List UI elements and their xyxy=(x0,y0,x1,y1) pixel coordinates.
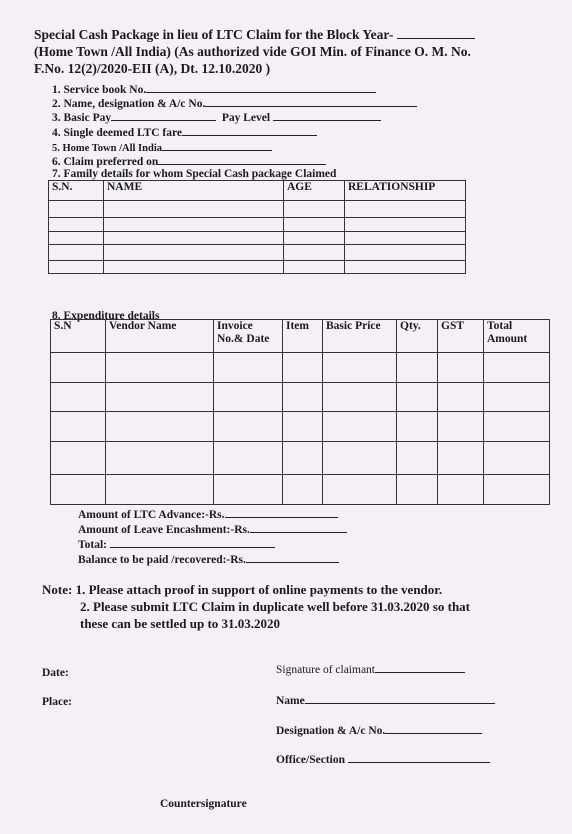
field-service-book xyxy=(52,83,376,96)
note-2: 2. Please submit LTC Claim in duplicate well before 31.03.2020 so that xyxy=(80,599,471,614)
date-label: Date: xyxy=(42,667,69,679)
place-label: Place: xyxy=(42,696,73,708)
field-name-designation xyxy=(52,97,417,110)
field-pay-level-label: Pay Level xyxy=(221,112,271,124)
field-leave-encashment xyxy=(78,523,347,536)
claimant-name-label: Name xyxy=(276,695,305,707)
balance-input[interactable] xyxy=(246,553,339,563)
designation-label: Designation & A/c No. xyxy=(276,725,386,737)
basic-pay-input[interactable] xyxy=(111,111,216,121)
title-line-3: F.No. 12(2)/2020-EII (A), Dt. 12.10.2020 ) xyxy=(34,61,271,76)
family-table-row[interactable] xyxy=(49,201,466,218)
field-signature xyxy=(276,663,465,676)
exp-col-vendor: Vendor Name xyxy=(106,320,214,353)
leave-encashment-input[interactable] xyxy=(250,523,347,533)
expenditure-heading: 8. Expenditure details xyxy=(52,310,160,322)
expenditure-table xyxy=(50,319,550,505)
ltc-fare-input[interactable] xyxy=(182,126,317,136)
home-town-input[interactable] xyxy=(162,141,272,151)
field-claimant-name xyxy=(276,694,495,707)
family-table-row[interactable] xyxy=(49,232,466,245)
field-ltc-fare xyxy=(52,126,317,139)
designation-input[interactable] xyxy=(385,724,482,734)
title-line-1: Special Cash Package in lieu of LTC Claim for the Block Year- xyxy=(34,27,394,42)
family-table xyxy=(48,180,466,274)
field-ltc-advance xyxy=(78,508,338,521)
expenditure-table-row[interactable] xyxy=(51,412,550,442)
title-line-2: (Home Town /All India) (As authorized vide GOI Min. of Finance O. M. No. xyxy=(34,44,471,59)
field-claim-preferred-label: 6. Claim preferred on xyxy=(52,156,159,168)
form-title xyxy=(34,26,554,77)
family-col-relationship: RELATIONSHIP xyxy=(345,181,466,201)
office-label: Office/Section xyxy=(276,754,345,766)
family-col-age: AGE xyxy=(284,181,345,201)
field-basic-pay-label: 3. Basic Pay xyxy=(52,112,112,124)
block-year-blank[interactable] xyxy=(397,27,475,39)
expenditure-table-row[interactable] xyxy=(51,383,550,412)
field-designation xyxy=(276,724,482,737)
field-family-details: 7. Family details for whom Special Cash package Claimed xyxy=(52,168,337,180)
field-service-book-label: 1. Service book No. xyxy=(52,84,147,96)
ltc-advance-input[interactable] xyxy=(225,508,338,518)
field-claim-preferred xyxy=(52,155,326,168)
office-input[interactable] xyxy=(348,753,490,763)
claimant-name-input[interactable] xyxy=(305,694,495,704)
field-ltc-fare-label: 4. Single deemed LTC fare xyxy=(52,127,183,139)
service-book-input[interactable] xyxy=(146,83,376,93)
field-total-label: Total: xyxy=(78,539,107,551)
field-office xyxy=(276,753,490,766)
exp-col-invoice: Invoice No.& Date xyxy=(214,320,283,353)
expenditure-table-row[interactable] xyxy=(51,442,550,475)
family-col-name: NAME xyxy=(104,181,284,201)
expenditure-table-header xyxy=(51,320,550,353)
exp-col-basic-price: Basic Price xyxy=(323,320,397,353)
countersignature-label: Countersignature xyxy=(160,798,247,810)
family-table-row[interactable] xyxy=(49,245,466,261)
note-1: Note: 1. Please attach proof in support of online payments to the vendor. xyxy=(42,582,443,597)
pay-level-input[interactable] xyxy=(273,111,381,121)
expenditure-table-row[interactable] xyxy=(51,353,550,383)
family-col-sn: S.N. xyxy=(49,181,104,201)
signature-input[interactable] xyxy=(375,663,465,673)
note-3: these can be settled up to 31.03.2020 xyxy=(80,616,281,631)
field-name-designation-label: 2. Name, designation & A/c No. xyxy=(52,98,206,110)
field-total xyxy=(78,538,275,551)
field-home-town xyxy=(52,141,272,155)
exp-col-item: Item xyxy=(283,320,323,353)
exp-col-qty: Qty. xyxy=(397,320,438,353)
family-table-row[interactable] xyxy=(49,218,466,232)
name-designation-input[interactable] xyxy=(205,97,417,107)
exp-col-gst: GST xyxy=(438,320,484,353)
field-ltc-advance-label: Amount of LTC Advance:-Rs. xyxy=(78,509,225,521)
signature-label: Signature of claimant xyxy=(276,664,375,676)
claim-preferred-input[interactable] xyxy=(158,155,326,165)
field-home-town-label: 5. Home Town /All India xyxy=(52,143,162,154)
exp-col-total: Total Amount xyxy=(484,320,550,353)
field-leave-encashment-label: Amount of Leave Encashment:-Rs. xyxy=(78,524,250,536)
expenditure-table-row[interactable] xyxy=(51,475,550,505)
total-input[interactable] xyxy=(110,538,275,548)
exp-col-sn: S.N xyxy=(51,320,106,353)
family-table-row[interactable] xyxy=(49,261,466,274)
field-balance-label: Balance to be paid /recovered:-Rs. xyxy=(78,554,246,566)
family-table-header xyxy=(49,181,466,201)
field-basic-pay xyxy=(52,111,381,124)
field-balance xyxy=(78,553,339,566)
